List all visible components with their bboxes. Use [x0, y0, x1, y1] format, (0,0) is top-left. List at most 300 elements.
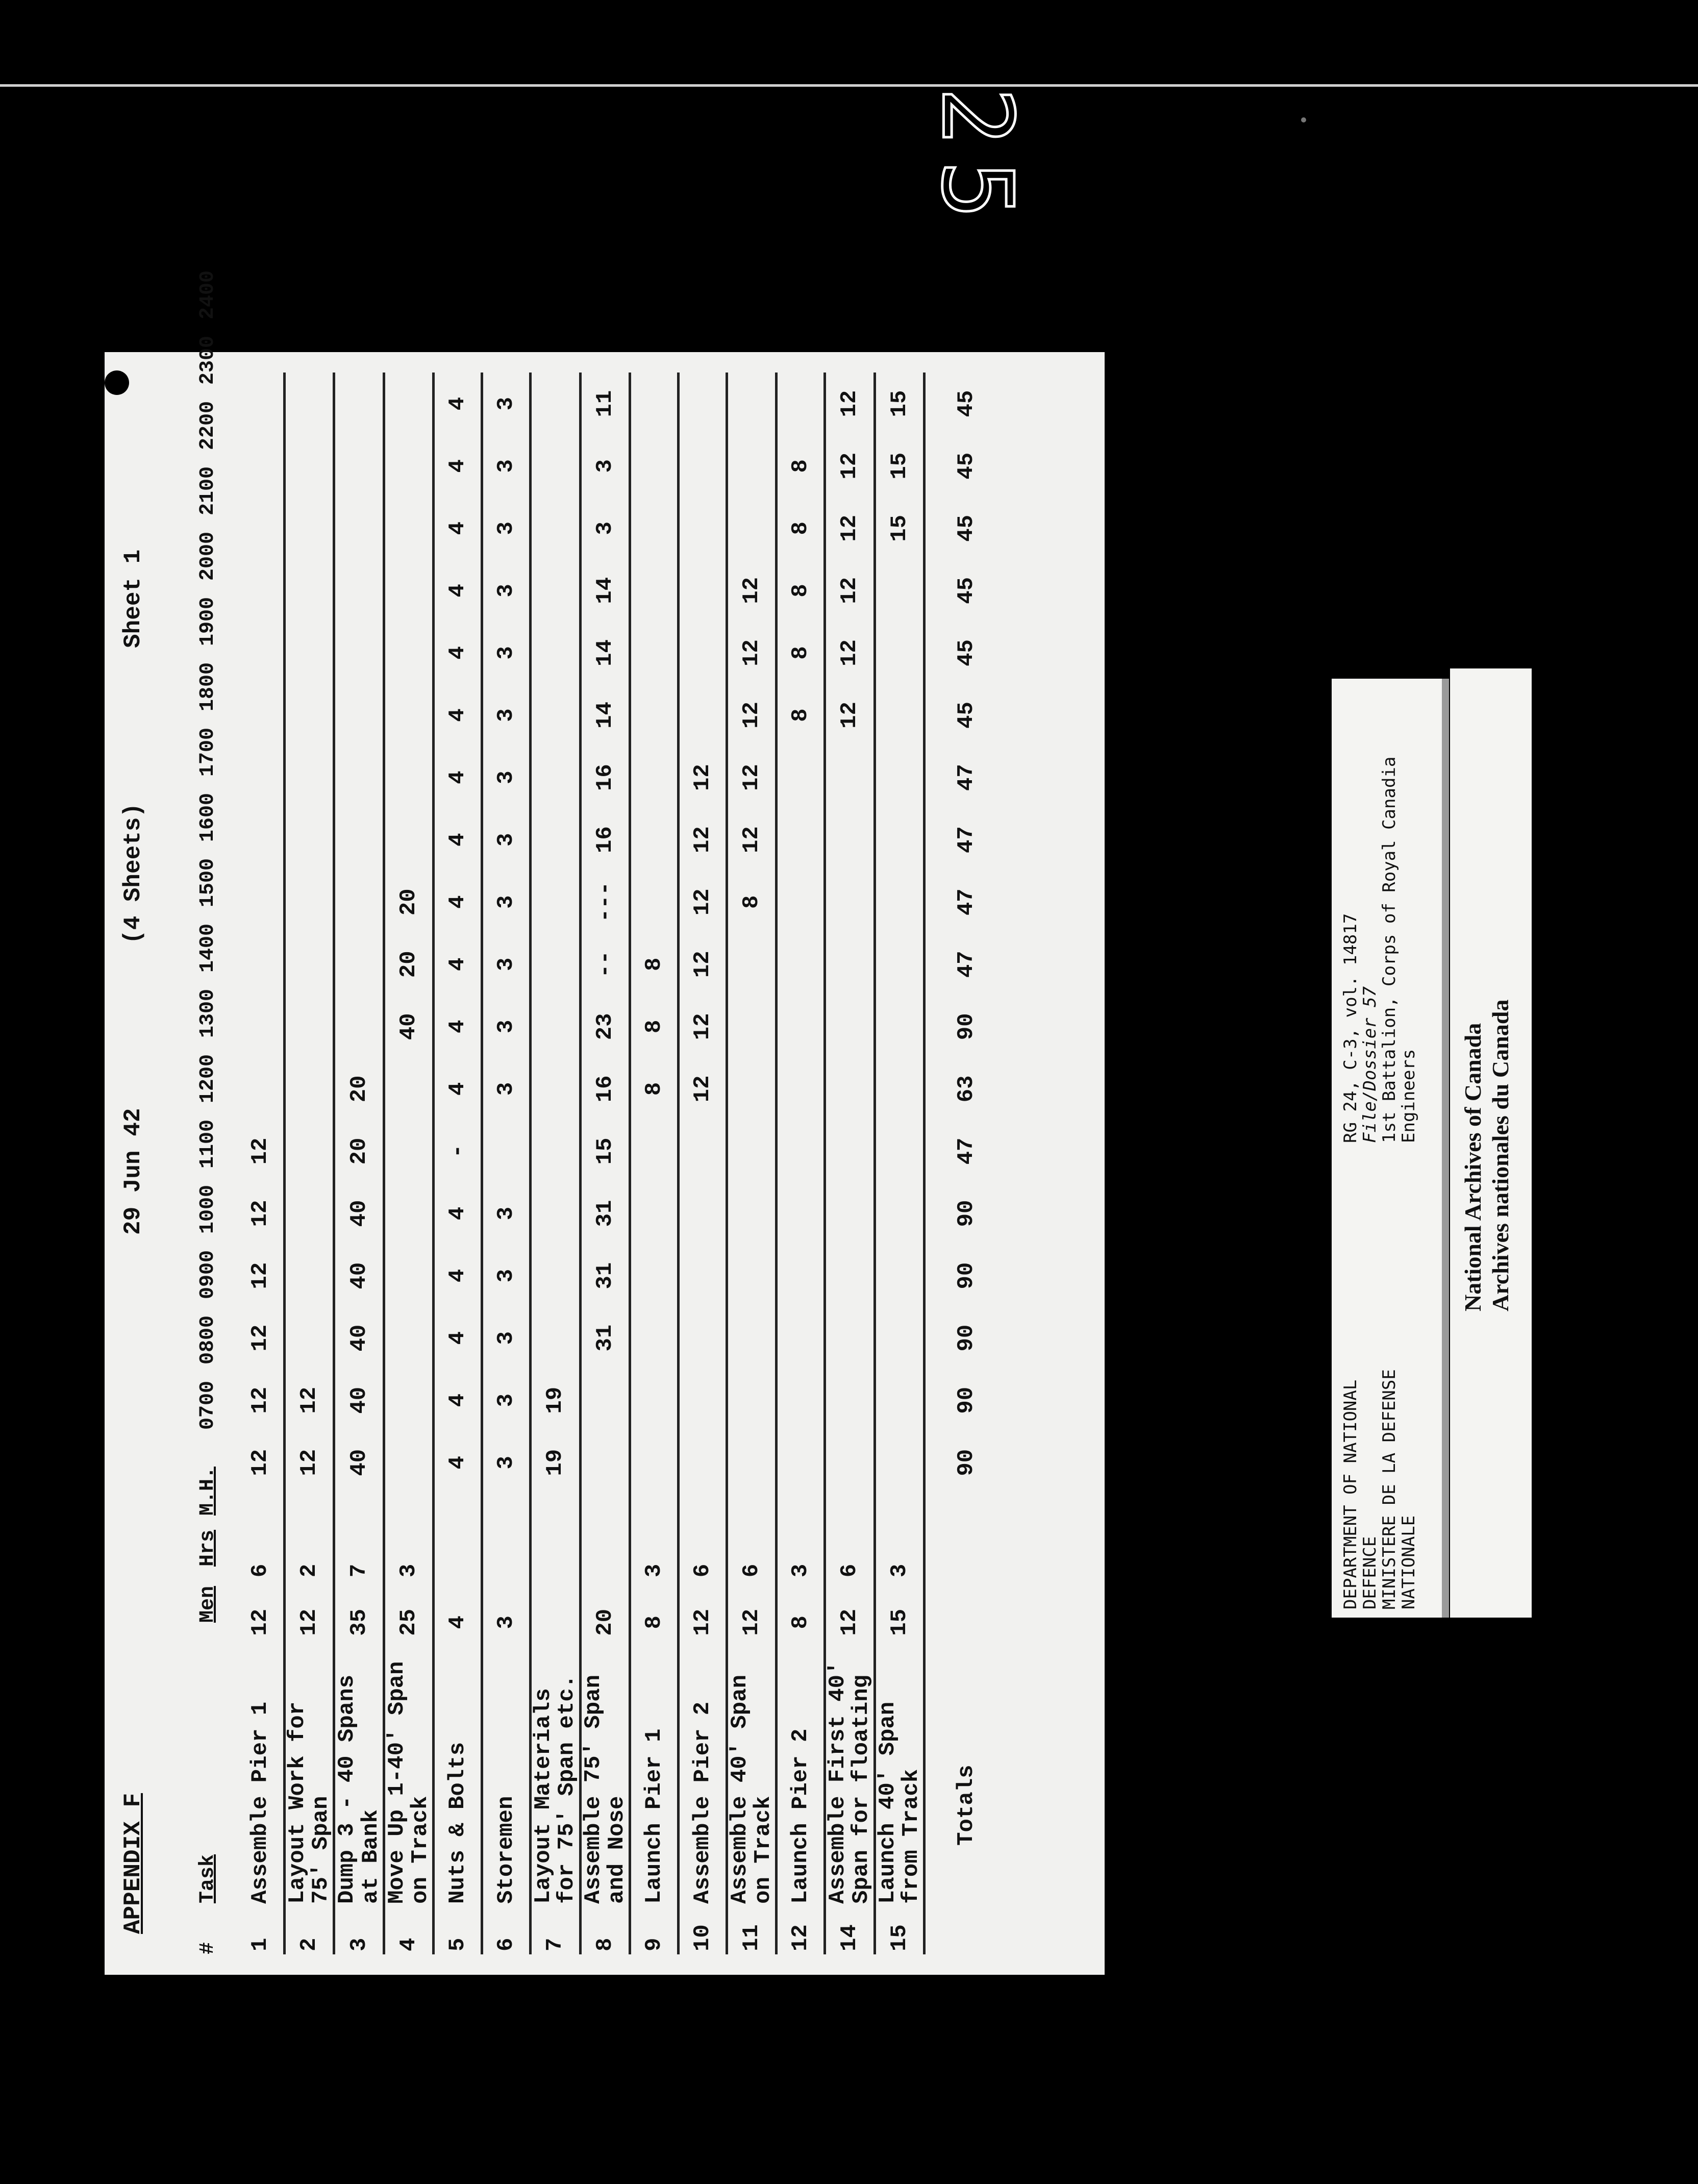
hour-cell	[777, 373, 825, 435]
hour-cell: 8	[777, 684, 825, 746]
header-hour: 1000	[196, 1184, 219, 1234]
row-task: Nuts & Bolts	[434, 1650, 482, 1906]
hour-cell	[384, 1182, 433, 1245]
row-hrs	[482, 1547, 531, 1595]
hour-cell: 4	[434, 1369, 482, 1431]
hour-cell: 14	[580, 559, 630, 622]
hour-cell	[237, 684, 285, 746]
row-hrs: 2	[285, 1547, 334, 1595]
row-number: 10	[678, 1907, 727, 1954]
hour-cell: 16	[580, 1058, 630, 1120]
row-number: 11	[727, 1907, 776, 1954]
hour-cell: 4	[434, 1058, 482, 1120]
hour-cell: 12	[678, 933, 727, 996]
hour-cell: 8	[777, 622, 825, 684]
hour-cell	[285, 1120, 334, 1182]
hour-cell	[678, 1369, 727, 1431]
hour-cell	[531, 747, 580, 809]
archive-label-card	[1332, 679, 1449, 1618]
hour-cell: -	[434, 1120, 482, 1182]
total-cell: 47	[954, 826, 979, 854]
row-men: 35	[334, 1595, 384, 1650]
table-row	[727, 373, 776, 1954]
hour-cell: 12	[678, 871, 727, 933]
row-mh	[334, 1494, 384, 1546]
hour-cell: 40	[334, 1182, 384, 1245]
total-cell: 45	[954, 577, 979, 604]
row-men: 8	[777, 1595, 825, 1650]
hour-cell	[630, 373, 678, 435]
hour-cell	[237, 1058, 285, 1120]
hour-cell	[334, 435, 384, 497]
hour-cell	[237, 933, 285, 996]
hour-cell: 40	[384, 996, 433, 1058]
hour-cell: 12	[727, 747, 776, 809]
row-hrs: 3	[384, 1547, 433, 1595]
hour-cell	[237, 809, 285, 871]
row-number: 9	[630, 1907, 678, 1954]
hour-cell	[384, 1369, 433, 1431]
hour-cell	[334, 809, 384, 871]
hour-cell	[237, 747, 285, 809]
table-row	[531, 373, 580, 1954]
hour-cell: 12	[678, 996, 727, 1058]
hour-cell	[237, 996, 285, 1058]
hour-cell	[825, 809, 875, 871]
row-task: Assemble First 40' Span for floating	[825, 1650, 875, 1906]
hour-cell	[630, 871, 678, 933]
hour-cell	[285, 809, 334, 871]
row-mh	[384, 1494, 433, 1546]
header-hour: 0900	[196, 1250, 219, 1299]
table-row	[580, 373, 630, 1954]
hour-cell: 12	[285, 1369, 334, 1431]
row-task: Storemen	[482, 1650, 531, 1906]
row-number: 1	[237, 1907, 285, 1954]
header-hour: 1400	[196, 923, 219, 973]
hour-cell: 23	[580, 996, 630, 1058]
hour-cell	[727, 933, 776, 996]
hour-cell	[334, 497, 384, 559]
header-hour: 1200	[196, 1054, 219, 1103]
hour-cell: 8	[630, 1058, 678, 1120]
hour-cell	[678, 1120, 727, 1182]
hour-cell: 4	[434, 809, 482, 871]
hour-cell	[285, 933, 334, 996]
hour-cell: ---	[580, 871, 630, 933]
hour-cell	[777, 1431, 825, 1494]
header-hour: 2400	[196, 270, 219, 319]
hour-cell	[777, 1058, 825, 1120]
total-cell: 90	[954, 1386, 979, 1414]
hour-cell: 3	[482, 497, 531, 559]
hour-cell: 15	[875, 497, 924, 559]
totals-spacer	[925, 1494, 1008, 1546]
hour-cell: 15	[875, 435, 924, 497]
hour-cell	[678, 1307, 727, 1369]
row-men: 12	[727, 1595, 776, 1650]
hour-cell	[334, 871, 384, 933]
hour-cell	[285, 1307, 334, 1369]
hour-cell: 14	[580, 684, 630, 746]
document-sheet	[105, 270, 1105, 1975]
row-mh	[237, 1494, 285, 1546]
total-cell: 90	[954, 1449, 979, 1476]
table-row	[237, 373, 285, 1954]
department-label	[1341, 1150, 1418, 1609]
row-men	[531, 1595, 580, 1650]
hour-cell	[384, 809, 433, 871]
hour-cell	[727, 1369, 776, 1431]
hour-cell	[777, 1182, 825, 1245]
hour-cell	[384, 559, 433, 622]
hour-cell: 4	[434, 622, 482, 684]
hour-cell	[875, 1058, 924, 1120]
hour-cell	[678, 497, 727, 559]
hour-cell: 31	[580, 1307, 630, 1369]
hour-cell	[678, 1245, 727, 1307]
hour-cell	[531, 435, 580, 497]
hour-cell: 19	[531, 1431, 580, 1494]
row-task: Dump 3 - 40 Spans at Bank	[334, 1650, 384, 1906]
hour-cell: 3	[580, 497, 630, 559]
header-hour: 1100	[196, 1119, 219, 1169]
hour-cell	[334, 373, 384, 435]
hour-cell	[630, 1307, 678, 1369]
hour-cell	[875, 996, 924, 1058]
header-hour: 1300	[196, 988, 219, 1038]
hour-cell	[777, 1120, 825, 1182]
hour-cell	[580, 1431, 630, 1494]
hour-cell	[825, 871, 875, 933]
hour-cell	[531, 1245, 580, 1307]
row-number: 3	[334, 1907, 384, 1954]
totals-label: Totals	[954, 1765, 979, 1846]
hour-cell: 3	[482, 559, 531, 622]
row-mh	[482, 1494, 531, 1546]
total-cell: 47	[954, 1137, 979, 1165]
hour-cell	[285, 1245, 334, 1307]
hour-cell	[875, 1307, 924, 1369]
hour-cell: 4	[434, 996, 482, 1058]
hour-cell	[237, 871, 285, 933]
row-task: Assemble 75' Span and Nose	[580, 1650, 630, 1906]
row-number: 15	[875, 1907, 924, 1954]
hour-cell	[384, 1431, 433, 1494]
row-men: 15	[875, 1595, 924, 1650]
hour-cell: 8	[727, 871, 776, 933]
hour-cell: 3	[482, 1182, 531, 1245]
row-mh	[531, 1494, 580, 1546]
row-mh	[580, 1494, 630, 1546]
table-row	[777, 373, 825, 1954]
total-cell: 47	[954, 951, 979, 978]
hour-cell	[630, 747, 678, 809]
header-hour: 1700	[196, 727, 219, 777]
hour-cell	[531, 684, 580, 746]
hour-cell	[875, 1182, 924, 1245]
table-row	[384, 373, 433, 1954]
hour-cell	[384, 684, 433, 746]
hour-cell: --	[580, 933, 630, 996]
hour-cell	[630, 1369, 678, 1431]
hour-cell	[630, 1245, 678, 1307]
hour-cell: 12	[237, 1182, 285, 1245]
hour-cell: 16	[580, 809, 630, 871]
label-line: Engineers	[1399, 1049, 1419, 1143]
hour-cell: 12	[727, 559, 776, 622]
hour-cell: 12	[825, 497, 875, 559]
hour-cell	[875, 684, 924, 746]
hour-cell: 3	[482, 747, 531, 809]
hour-cell: 4	[434, 1307, 482, 1369]
document-sheet-area	[105, 270, 1105, 1975]
hour-cell	[237, 622, 285, 684]
row-hrs	[580, 1547, 630, 1595]
hour-cell	[384, 1245, 433, 1307]
hour-cell: 14	[580, 622, 630, 684]
row-men: 25	[384, 1595, 433, 1650]
hour-cell: 12	[237, 1245, 285, 1307]
header-hour: 2300	[196, 335, 219, 385]
hour-cell	[727, 497, 776, 559]
hour-cell	[875, 622, 924, 684]
hour-cell: 12	[825, 622, 875, 684]
header-mh: M.H.	[196, 1466, 219, 1516]
sheet-date: 29 Jun 42	[120, 1108, 146, 1235]
hour-cell	[334, 933, 384, 996]
hour-cell	[531, 1182, 580, 1245]
hour-cell	[285, 1182, 334, 1245]
hour-cell: 3	[482, 622, 531, 684]
total-cell: 90	[954, 1013, 979, 1040]
hour-cell	[531, 1307, 580, 1369]
hour-cell	[531, 933, 580, 996]
table-row	[875, 373, 924, 1954]
hour-cell	[384, 1307, 433, 1369]
hour-cell: 4	[434, 435, 482, 497]
hour-cell	[334, 684, 384, 746]
hour-cell	[825, 1431, 875, 1494]
row-mh	[630, 1494, 678, 1546]
hour-cell: 4	[434, 373, 482, 435]
header-hour: 0800	[196, 1315, 219, 1364]
hour-cell: 20	[384, 933, 433, 996]
hour-cell	[531, 559, 580, 622]
hour-cell	[384, 747, 433, 809]
label-line: 1st Battalion, Corps of Royal Canadia	[1379, 756, 1400, 1143]
label-line: DEFENCE	[1360, 1536, 1380, 1609]
hour-cell	[678, 622, 727, 684]
hour-cell: 4	[434, 497, 482, 559]
hour-cell: 3	[482, 1369, 531, 1431]
total-cell: 45	[954, 514, 979, 542]
total-cell: 45	[954, 702, 979, 729]
label-line: MINISTERE DE LA DEFENSE	[1379, 1369, 1400, 1609]
hour-cell	[875, 1120, 924, 1182]
row-task: Launch 40' Span from Track	[875, 1650, 924, 1906]
header-men: Men	[196, 1585, 219, 1623]
totals-spacer	[925, 1595, 1008, 1650]
header-task: Task	[196, 1854, 219, 1903]
hour-cell	[285, 559, 334, 622]
row-mh	[678, 1494, 727, 1546]
hour-cell: 3	[482, 871, 531, 933]
hour-cell	[384, 1058, 433, 1120]
hour-cell	[630, 559, 678, 622]
hour-cell: 3	[482, 1307, 531, 1369]
table-row	[482, 373, 531, 1954]
hour-cell: 12	[825, 435, 875, 497]
hour-cell	[727, 1245, 776, 1307]
hour-cell	[630, 1431, 678, 1494]
hour-cell	[777, 1369, 825, 1431]
hour-cell	[875, 1431, 924, 1494]
header-hour: 1800	[196, 662, 219, 711]
hour-cell	[727, 1182, 776, 1245]
hour-cell: 20	[334, 1120, 384, 1182]
row-mh	[727, 1494, 776, 1546]
hour-cell	[285, 373, 334, 435]
hour-cell: 16	[580, 747, 630, 809]
hour-cell: 3	[580, 435, 630, 497]
hour-cell	[678, 559, 727, 622]
hour-cell: 40	[334, 1369, 384, 1431]
header-hour: 1500	[196, 858, 219, 907]
hour-cell	[825, 1058, 875, 1120]
hour-cell: 4	[434, 559, 482, 622]
hour-cell	[334, 622, 384, 684]
hour-cell	[237, 497, 285, 559]
hour-cell	[384, 373, 433, 435]
hour-cell	[531, 809, 580, 871]
header-hour: 0700	[196, 1380, 219, 1430]
hour-cell	[285, 996, 334, 1058]
hour-cell	[285, 747, 334, 809]
hour-cell	[630, 809, 678, 871]
row-mh	[875, 1494, 924, 1546]
totals-spacer	[925, 1547, 1008, 1595]
table-row	[434, 373, 482, 1954]
hour-cell: 3	[482, 933, 531, 996]
total-cell: 47	[954, 888, 979, 916]
card-shadow	[1442, 679, 1449, 1618]
row-hrs: 6	[825, 1547, 875, 1595]
hour-cell: 8	[630, 933, 678, 996]
row-mh	[434, 1494, 482, 1546]
hour-cell	[285, 1058, 334, 1120]
row-task: Layout Work for 75' Span	[285, 1650, 334, 1906]
row-number: 5	[434, 1907, 482, 1954]
sheet-count: (4 Sheets)	[120, 803, 146, 944]
table-row	[334, 373, 384, 1954]
hour-cell	[825, 933, 875, 996]
row-hrs	[434, 1547, 482, 1595]
hour-cell	[285, 622, 334, 684]
hour-cell: 12	[237, 1369, 285, 1431]
hour-cell: 3	[482, 684, 531, 746]
header-hour: 2200	[196, 401, 219, 450]
row-mh	[825, 1494, 875, 1546]
hour-cell	[825, 1245, 875, 1307]
hour-cell	[334, 559, 384, 622]
hour-cell: 3	[482, 1245, 531, 1307]
hour-cell: 12	[727, 684, 776, 746]
hour-cell: 4	[434, 933, 482, 996]
hour-cell	[875, 1245, 924, 1307]
total-cell: 45	[954, 390, 979, 417]
hour-cell	[678, 435, 727, 497]
hour-cell	[285, 435, 334, 497]
hour-cell: 40	[334, 1245, 384, 1307]
hour-cell: 12	[285, 1431, 334, 1494]
hour-cell	[384, 622, 433, 684]
hour-cell	[384, 435, 433, 497]
row-men: 4	[434, 1595, 482, 1650]
hour-cell: 15	[875, 373, 924, 435]
hour-cell	[825, 1182, 875, 1245]
hour-cell	[531, 996, 580, 1058]
hour-cell: 8	[777, 559, 825, 622]
hour-cell: 12	[825, 559, 875, 622]
hour-cell	[777, 871, 825, 933]
hour-cell: 12	[678, 1058, 727, 1120]
row-hrs: 7	[334, 1547, 384, 1595]
hour-cell: 12	[825, 373, 875, 435]
hour-cell	[630, 1182, 678, 1245]
hour-cell: 31	[580, 1245, 630, 1307]
hour-cell: 12	[727, 622, 776, 684]
hour-cell: 8	[777, 497, 825, 559]
hour-cell	[678, 1431, 727, 1494]
hour-cell	[875, 559, 924, 622]
hour-cell	[531, 1058, 580, 1120]
row-number: 6	[482, 1907, 531, 1954]
label-line: File/Dossier 57	[1360, 986, 1380, 1143]
row-hrs: 6	[727, 1547, 776, 1595]
hour-cell	[825, 996, 875, 1058]
archives-name-fr: Archives nationales du Canada	[1487, 999, 1513, 1311]
hour-cell	[875, 747, 924, 809]
row-task: Assemble 40' Span on Track	[727, 1650, 776, 1906]
hour-cell: 4	[434, 747, 482, 809]
row-hrs: 3	[630, 1547, 678, 1595]
total-cell: 63	[954, 1075, 979, 1103]
hour-cell	[482, 1120, 531, 1182]
total-cell: 45	[954, 452, 979, 480]
hour-cell	[630, 684, 678, 746]
row-number: 14	[825, 1907, 875, 1954]
row-men: 12	[825, 1595, 875, 1650]
header-hour: 2000	[196, 531, 219, 581]
hour-cell: 12	[237, 1431, 285, 1494]
task-table	[237, 373, 1007, 1954]
hour-cell: 3	[482, 373, 531, 435]
hour-cell: 20	[334, 1058, 384, 1120]
row-number: 4	[384, 1907, 433, 1954]
hour-cell	[285, 684, 334, 746]
totals-spacer	[925, 1907, 1008, 1954]
hour-cell	[825, 747, 875, 809]
row-task: Layout Materials for 75' Span etc.	[531, 1650, 580, 1906]
hour-cell	[334, 747, 384, 809]
hour-cell: 19	[531, 1369, 580, 1431]
header-hrs: Hrs	[196, 1529, 219, 1567]
label-line: RG 24, C-3, vol. 14817	[1340, 913, 1361, 1143]
hour-cell	[384, 1120, 433, 1182]
hour-cell: 12	[237, 1307, 285, 1369]
reference-label	[1341, 684, 1418, 1143]
